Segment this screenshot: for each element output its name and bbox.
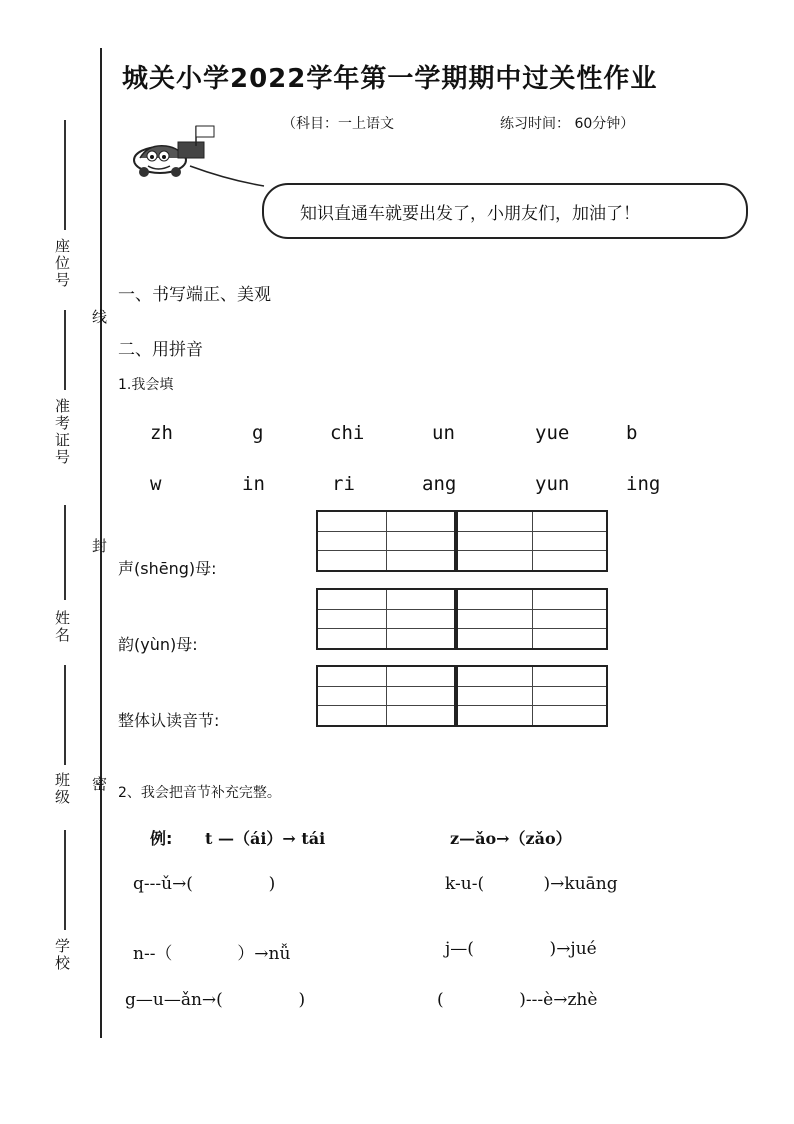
example-1: t —（ái）→ tái xyxy=(205,829,326,848)
subject-label: （科目：一上语文 xyxy=(282,116,394,132)
margin-rule xyxy=(64,505,66,600)
car-illustration xyxy=(118,122,278,192)
margin-rule xyxy=(64,120,66,230)
margin-rule xyxy=(64,665,66,765)
exercise-item[interactable]: ( )---è→zhè xyxy=(437,990,598,1010)
writing-grid[interactable] xyxy=(316,510,456,572)
pinyin-item: b xyxy=(626,422,638,444)
field-school: 学校 xyxy=(53,938,71,972)
field-seat-number: 座位号 xyxy=(53,238,71,289)
question-2-heading: 2、我会把音节补充完整。 xyxy=(118,785,281,801)
exercise-item[interactable]: g—u—ǎn→( ) xyxy=(125,990,306,1010)
seal-char-secret: 密 xyxy=(92,775,108,793)
question-1-heading: 1.我会填 xyxy=(118,377,174,393)
field-exam-number: 准考证号 xyxy=(53,398,71,466)
speech-bubble-text: 知识直通车就要出发了，小朋友们，加油了！ xyxy=(300,204,640,224)
zhengti-label: 整体认读音节: xyxy=(118,711,220,730)
shengmu-label: 声(shēng)母: xyxy=(118,559,217,578)
field-class: 班级 xyxy=(53,772,71,806)
pinyin-item: yue xyxy=(535,422,570,444)
writing-grid[interactable] xyxy=(316,665,456,727)
seal-char-line: 线 xyxy=(92,308,108,326)
seal-char-seal: 封 xyxy=(92,537,108,555)
pinyin-item: ri xyxy=(332,473,355,495)
exercise-item[interactable]: n--（ ）→nǚ xyxy=(133,944,291,964)
example-2: z—ǎo→（zǎo） xyxy=(450,829,572,848)
margin-rule xyxy=(64,310,66,390)
example-label: 例: xyxy=(150,829,173,848)
pinyin-item: ing xyxy=(626,473,661,495)
pinyin-item: chi xyxy=(330,422,365,444)
pinyin-item: in xyxy=(242,473,265,495)
yunmu-label: 韵(yùn)母: xyxy=(118,635,198,654)
writing-grid[interactable] xyxy=(456,665,608,727)
pinyin-item: ang xyxy=(422,473,457,495)
pinyin-item: w xyxy=(150,473,162,495)
pinyin-item: yun xyxy=(535,473,570,495)
section-2-heading: 二、用拼音 xyxy=(118,340,203,360)
section-1-heading: 一、书写端正、美观 xyxy=(118,285,271,305)
pinyin-item: zh xyxy=(150,422,173,444)
exercise-item[interactable]: q---ǔ→( ) xyxy=(133,874,276,894)
margin-rule xyxy=(64,830,66,930)
exercise-item[interactable]: j—( )→jué xyxy=(445,939,597,959)
writing-grid[interactable] xyxy=(316,588,456,650)
pinyin-item: g xyxy=(252,422,264,444)
time-label: 练习时间： 60分钟） xyxy=(500,116,635,132)
writing-grid[interactable] xyxy=(456,588,608,650)
writing-grid[interactable] xyxy=(456,510,608,572)
pinyin-item: un xyxy=(432,422,455,444)
page-title: 城关小学2022学年第一学期期中过关性作业 xyxy=(122,64,658,94)
exercise-item[interactable]: k-u-( )→kuāng xyxy=(445,874,618,894)
field-name: 姓名 xyxy=(53,610,71,644)
